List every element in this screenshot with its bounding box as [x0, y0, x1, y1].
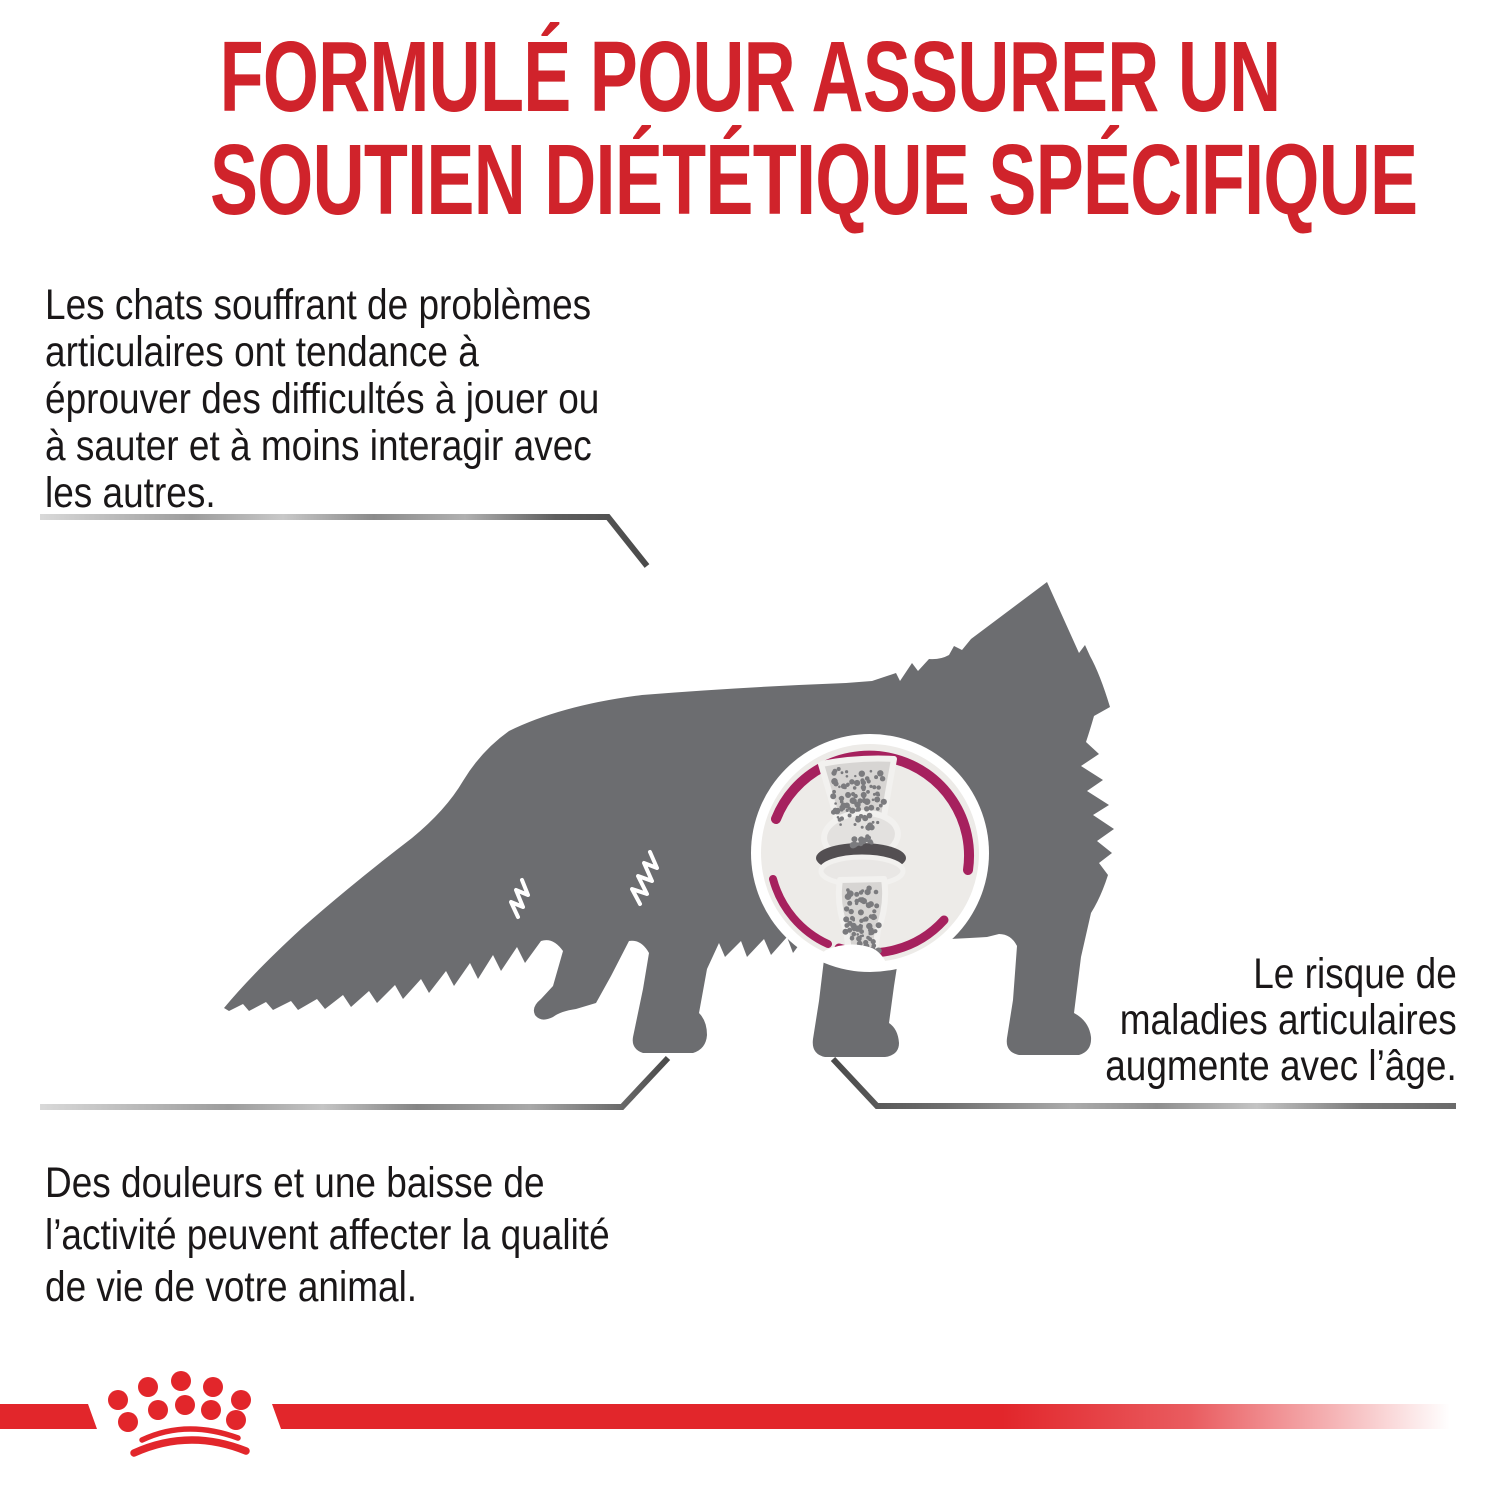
intro-line: les autres.: [45, 469, 216, 517]
risk-line: Le risque de: [1253, 950, 1457, 998]
risk-line: augmente avec l’âge.: [1105, 1042, 1457, 1090]
brand-footer: [0, 1371, 1450, 1453]
red-band-right: [272, 1404, 1450, 1429]
intro-line: Les chats souffrant de problèmes: [45, 281, 592, 329]
cat-paw-highlight: [741, 955, 798, 1040]
royal-canin-crown-icon: [108, 1371, 251, 1453]
red-band-left: [0, 1404, 97, 1429]
callout-line-bottom-right: [833, 1059, 1456, 1106]
title-line-1: FORMULÉ POUR ASSURER UN: [219, 21, 1281, 133]
pain-line: Des douleurs et une baisse de: [45, 1159, 545, 1207]
title-line-2: SOUTIEN DIÉTÉTIQUE SPÉCIFIQUE: [210, 124, 1418, 236]
pain-line: de vie de votre animal.: [45, 1263, 418, 1311]
risk-line: maladies articulaires: [1119, 996, 1457, 1044]
callout-line-bottom-left: [40, 1058, 668, 1107]
callout-line-top-left: [40, 517, 647, 566]
intro-line: articulaires ont tendance à: [45, 328, 479, 376]
intro-line: éprouver des difficultés à jouer ou: [45, 375, 600, 423]
pain-line: l’activité peuvent affecter la qualité: [45, 1211, 610, 1259]
intro-line: à sauter et à moins interagir avec: [45, 422, 592, 470]
